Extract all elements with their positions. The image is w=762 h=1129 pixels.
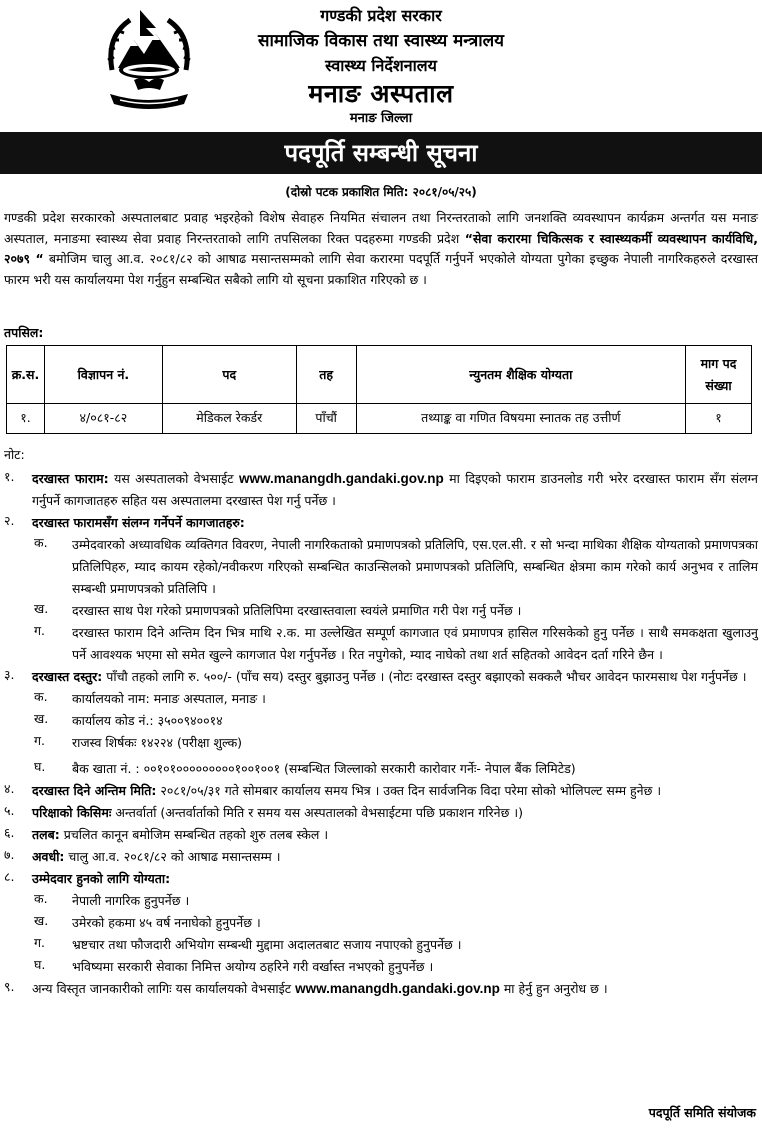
- website-link[interactable]: www.manangdh.gandaki.gov.np: [295, 981, 500, 996]
- sub-item: [4, 622, 758, 666]
- cell-advert-no: ४/०८१-८२: [44, 404, 162, 434]
- header-government: गण्डकी प्रदेश सरकार: [320, 6, 442, 25]
- note-text: यस अस्पतालको वेभसाईट: [114, 471, 234, 486]
- note-title: दरखास्त फाराम:: [32, 471, 109, 486]
- sub-text: कार्यालयको नाम: मनाङ अस्पताल, मनाङ ।: [72, 691, 266, 706]
- sub-number: ग.: [34, 623, 46, 638]
- sub-number: क.: [34, 891, 48, 906]
- cell-post: मेडिकल रेकर्डर: [162, 404, 296, 434]
- sub-item: [4, 758, 758, 780]
- note-number: ९.: [4, 979, 15, 994]
- note-text: मा दिइएको फाराम डाउनलोड गरी भरेर दरखास्त फाराम सँग संलग्न गर्नुपर्ने कागजातहरु सहित यस अस्पतालमा दरखास्त पेश गर्नु पर्नेछ ।: [32, 471, 758, 508]
- note-number: ५.: [4, 803, 15, 818]
- intro-text-1: गण्डकी प्रदेश सरकारको अस्पतालबाट प्रवाह भइरहेको विशेष सेवाहरु नियमित संचालन तथा निरन्तरताको लागि जनशक्ति व्यवस्थापन कार्यक्रम अन्तर्गत यस मनाङ अस्पताल, मनाङमा स्वास्थ्य सेवा प्रवाह निरन्तरताको लागि तपसिलका रिक्त पदहरुमा गण्डकी प्रदेश: [4, 210, 758, 246]
- sub-number: क.: [34, 689, 48, 704]
- sub-text: दरखास्त फाराम दिने अन्तिम दिन भित्र माथि २.क. मा उल्लेखित सम्पूर्ण कागजात एवं प्रमाणपत्र हासिल गरिसकेको हुनु पर्नेछ । साथै समकक्षता खुलाउनु पर्ने आवश्यक भएमा सो समेत खुल्ने कागजात पेश गर्नुपर्नेछ । रित नपुगेको, म्याद नाघेको तथा शर्त सहितको आवेदन दर्ता गरिने छैन ।: [72, 625, 758, 662]
- note-text: पाँचौ तहको लागि रु. ५००/- (पाँच सय) दस्तुर बुझाउनु पर्नेछ । (नोटः दरखास्त दस्तुर बझाएको सक्कलै भौचर आवेदन फारमसाथ पेश गर्नुपर्नेछ ।: [106, 669, 747, 684]
- notice-title-banner: पदपूर्ति सम्बन्धी सूचना: [0, 132, 762, 174]
- document-header: [0, 0, 762, 128]
- sub-text: राजस्व शिर्षकः १४२२४ (परीक्षा शुल्क): [72, 735, 243, 750]
- note-title: उम्मेदवार हुनको लागि योग्यता:: [32, 871, 171, 886]
- sub-number: ग.: [34, 733, 46, 748]
- sub-item: [4, 600, 758, 622]
- sub-text: भ्रष्टचार तथा फौजदारी अभियोग सम्बन्धी मुद्दामा अदालतबाट सजाय नपाएको हुनुपर्नेछ ।: [72, 937, 462, 952]
- note-title: दरखास्त दिने अन्तिम मिति:: [32, 783, 157, 798]
- sub-number: ख.: [34, 601, 49, 616]
- sub-item: [4, 688, 758, 710]
- cell-serial: १.: [7, 404, 45, 434]
- note-number: १.: [4, 469, 15, 484]
- col-level: तह: [296, 346, 356, 404]
- note-text: २०८१/०५/३१ गते सोमबार कार्यालय समय भित्र । उक्त दिन सार्वजनिक विदा परेमा सोको भोलिपल्ट सम्म हुनेछ ।: [160, 783, 662, 798]
- tapasil-label: तपसिल:: [4, 325, 44, 340]
- note-number: ६.: [4, 825, 15, 840]
- note-item-2: [4, 512, 758, 534]
- note-title: अवधी:: [32, 849, 65, 864]
- col-serial: क्र.स.: [7, 346, 45, 404]
- sub-text: उमेरको हकमा ४५ वर्ष ननाघेको हुनुपर्नेछ ।: [72, 915, 261, 930]
- note-item-3: [4, 666, 758, 688]
- note-item-4: [4, 780, 758, 802]
- note-item-5: [4, 802, 758, 824]
- header-ministry: सामाजिक विकास तथा स्वास्थ्य मन्त्रालय: [258, 31, 504, 51]
- sub-text: कार्यालय कोड नं.: ३५००९४००१४: [72, 713, 223, 728]
- signatory-title: पदपूर्ति समिति संयोजक: [648, 1105, 756, 1120]
- website-link[interactable]: www.manangdh.gandaki.gov.np: [238, 471, 444, 486]
- table-header-row: [7, 346, 752, 404]
- sub-item: [4, 710, 758, 732]
- note-number: २.: [4, 513, 15, 528]
- sub-number: घ.: [34, 957, 46, 972]
- note-number: ८.: [4, 869, 15, 884]
- cell-level: पाँचौं: [296, 404, 356, 434]
- note-number: ३.: [4, 667, 15, 682]
- col-positions: माग पद संख्या: [686, 346, 752, 404]
- note-item-7: [4, 846, 758, 868]
- header-directorate: स्वास्थ्य निर्देशनालय: [325, 56, 437, 75]
- sub-number: ख.: [34, 711, 49, 726]
- note-number: ७.: [4, 847, 15, 862]
- sub-text: उम्मेदवारको अध्यावधिक व्यक्तिगत विवरण, नेपाली नागरिकताको प्रमाणपत्रको प्रतिलिपि, एस.एल.सी. र सो भन्दा माथिका शैक्षिक योग्यताको प्रमाणपत्रका प्रतिलिपिहरु, म्याद कायम रहेको/नवीकरण गरिएको सम्बन्धित काउन्सिलको प्रमाणपत्रको प्रतिलिपि, सम्बन्धित क्षेत्रमा काम गरेको कार्य अनुभव र तालिम सम्बन्धी प्रमाणपत्रको प्रतिलिपि ।: [72, 537, 758, 596]
- sub-item: [4, 956, 758, 978]
- intro-procedure-name: “सेवा करारमा चिकित्सक र स्वास्थ्यकर्मी व्यवस्थापन कार्यविधि, २०७९ “: [4, 230, 758, 266]
- note-text: प्रचलित कानून बमोजिम सम्बन्धित तहको शुरु तलब स्केल ।: [63, 827, 329, 842]
- note-text: अन्तर्वार्ता (अन्तर्वार्ताको मिति र समय यस अस्पतालको वेभसाईटमा पछि प्रकाशन गरिनेछ ।): [115, 805, 523, 820]
- sub-item: [4, 732, 758, 754]
- note-text: मा हेर्नु हुन अनुरोध छ ।: [503, 981, 608, 996]
- sub-number: ख.: [34, 913, 49, 928]
- sub-text: नेपाली नागरिक हुनुपर्नेछ ।: [72, 893, 190, 908]
- header-district: मनाङ जिल्ला: [349, 111, 413, 126]
- note-item-8: [4, 868, 758, 890]
- col-qualification: न्युनतम शैक्षिक योग्यता: [356, 346, 685, 404]
- cell-qualification: तथ्याङ्क वा गणित विषयमा स्नातक तह उत्तीर्ण: [356, 404, 685, 434]
- sub-number: क.: [34, 535, 48, 550]
- header-hospital: मनाङ अस्पताल: [308, 79, 454, 108]
- note-number: ४.: [4, 781, 15, 796]
- sub-number: ग.: [34, 935, 46, 950]
- intro-paragraph: [4, 208, 758, 290]
- note-label: नोट:: [4, 447, 25, 462]
- sub-item: [4, 934, 758, 956]
- note-text: चालु आ.व. २०८१/८२ को आषाढ मसान्तसम्म ।: [68, 849, 281, 864]
- intro-text-2: बमोजिम चालु आ.व. २०८१/८२ को आषाढ मसान्तसम्मको लागि सेवा करारमा पदपूर्ति गर्नुपर्ने भएकोले योग्यता पुगेका इच्छुक नेपाली नागरिकहरुले दरखास्त फारम भरी यस कार्यालयमा पेश गर्नुहुन सम्बन्धित सबैको लागि यो सूचना प्रकाशित गरिएको छ ।: [4, 251, 758, 287]
- sub-item: [4, 890, 758, 912]
- note-title: परिक्षाको किसिमः: [32, 805, 112, 820]
- publication-date: (दोस्रो पटक प्रकाशित मिति: २०८१/०५/२५): [285, 185, 477, 199]
- sub-text: बैक खाता नं. : ००१०१०००००००००१००१००१ (सम्बन्धित जिल्लाको सरकारी कारोवार गर्नेः- नेपाल बैंक लिमिटेड): [72, 761, 576, 776]
- vacancy-table: [6, 345, 752, 434]
- note-item-1: [4, 468, 758, 512]
- note-item-9: [4, 978, 758, 1000]
- sub-item: [4, 912, 758, 934]
- note-text: अन्य विस्तृत जानकारीको लागिः यस कार्यालयको वेभसाईट: [32, 981, 292, 996]
- note-title: तलब:: [32, 827, 60, 842]
- table-row: [7, 404, 752, 434]
- cell-positions: १: [686, 404, 752, 434]
- sub-number: घ.: [34, 759, 46, 774]
- col-post: पद: [162, 346, 296, 404]
- note-title: दरखास्त फारामसँग संलग्न गर्नेपर्ने कागजातहरु:: [32, 515, 245, 530]
- note-title: दरखास्त दस्तुर:: [32, 669, 103, 684]
- sub-text: भविष्यमा सरकारी सेवाका निमित्त अयोग्य ठहरिने गरी वर्खास्त नभएको हुनुपर्नेछ ।: [72, 959, 434, 974]
- note-item-6: [4, 824, 758, 846]
- sub-text: दरखास्त साथ पेश गरेको प्रमाणपत्रको प्रतिलिपिमा दरखास्तवाला स्वयंले प्रमाणित गरी पेश गर्नु पर्नेछ ।: [72, 603, 522, 618]
- col-advert-no: विज्ञापन नं.: [44, 346, 162, 404]
- sub-item: [4, 534, 758, 600]
- notes-list: [4, 468, 758, 1000]
